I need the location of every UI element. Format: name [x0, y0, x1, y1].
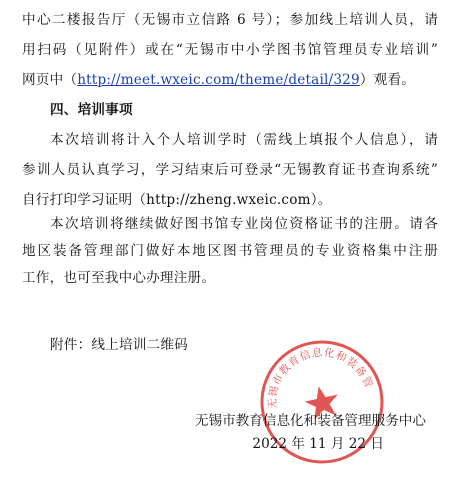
- issuing-organization: 无锡市教育信息化和装备管理服务中心: [194, 413, 426, 429]
- p1-line-2: 用扫码（见附件）或在“无锡市中小学图书馆管理员专业培训”: [22, 42, 438, 58]
- p3-line-1: 本次培训将继续做好图书馆专业岗位资格证书的注册。请各: [50, 216, 438, 232]
- p3-line-2: 地区装备管理部门做好本地区图书管理员的专业资格集中注册: [22, 243, 438, 259]
- attachment-note: 附件：线上培训二维码: [50, 337, 188, 353]
- p1-line-3-suffix: ）观看。: [359, 72, 416, 88]
- seal-arc-text: 无锡市教育信息化和装备管理服务中心: [266, 346, 375, 409]
- p2-line-1: 本次培训将计入个人培训学时（需线上填报个人信息），请: [50, 132, 438, 148]
- p3-line-3: 工作，也可至我中心办理注册。: [22, 270, 216, 286]
- meet-link[interactable]: http://meet.wxeic.com/theme/detail/329: [77, 72, 360, 88]
- p1-line-3: [22, 70, 456, 90]
- p1-line-1: 中心二楼报告厅（无锡市立信路 6 号）；参加线上培训人员，请: [22, 12, 438, 28]
- p2-line-3: 自行打印学习证明（http://zheng.wxeic.com）。: [22, 192, 332, 208]
- section-4-heading: 四、培训事项: [50, 102, 133, 118]
- issue-date: 2022 年 11 月 22 日: [252, 436, 384, 452]
- p1-line-3-prefix: 网页中（: [22, 72, 78, 88]
- p2-line-2: 参训人员认真学习，学习结束后可登录“无锡教育证书查询系统”: [22, 162, 438, 178]
